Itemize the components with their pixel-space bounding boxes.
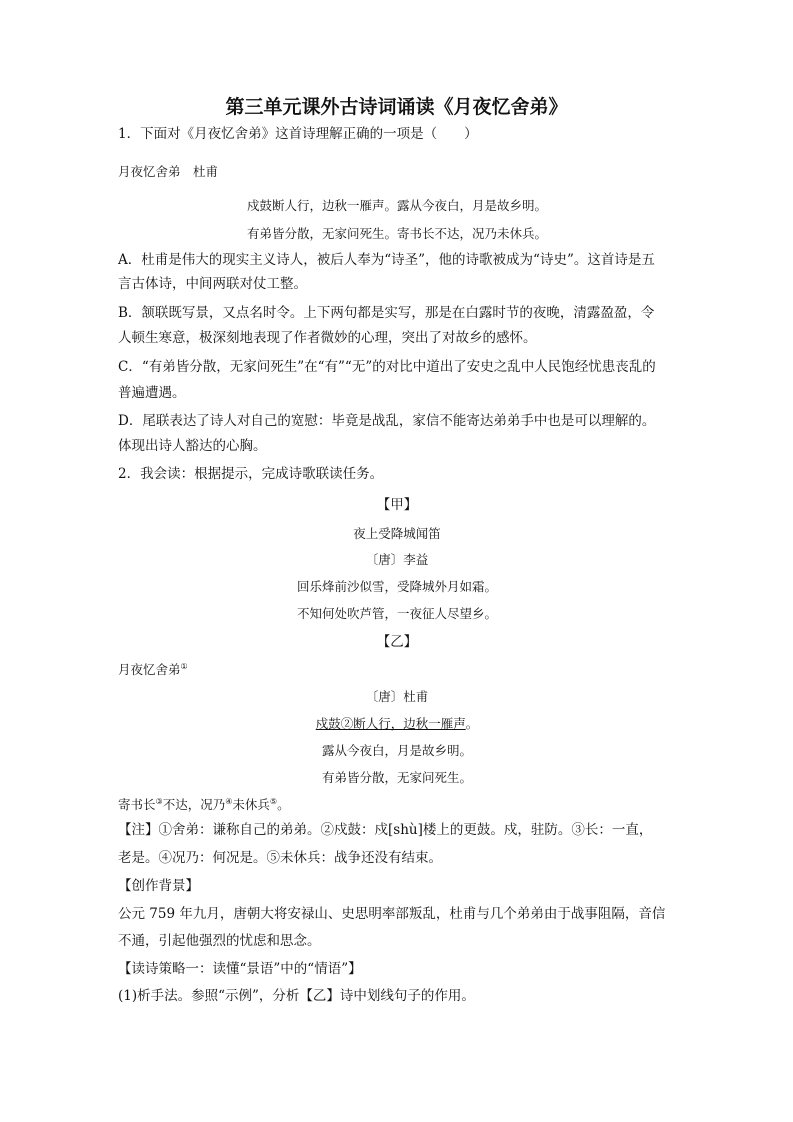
poem-line: 戍鼓断人行，边秋一雁声。露从今夜白，月是故乡明。 xyxy=(246,198,547,213)
poem-jia-line: 不知何处吹芦管，一夜征人尽望乡。 xyxy=(296,606,497,621)
option-c-line2: 普遍遭遇。 xyxy=(118,385,186,401)
poem-text: 寄书长 xyxy=(118,797,156,812)
background-heading: 【创作背景】 xyxy=(118,878,199,894)
option-a-line1: A．杜甫是伟大的现实主义诗人，被后人奉为“诗圣”，他的诗歌被成为“诗史”。这首诗是五 xyxy=(118,252,655,268)
poem-jia-title: 夜上受降城闻笛 xyxy=(353,526,441,541)
option-b-line2: 人顿生寒意，极深刻地表现了作者微妙的心理，突出了对故乡的感怀。 xyxy=(118,330,537,346)
question-1-stem: 1．下面对《月夜忆舍弟》这首诗理解正确的一项是（ ） xyxy=(118,126,478,142)
poem-line: 有弟皆分散，无家问死生。寄书长不达，况乃未休兵。 xyxy=(246,226,547,241)
notes-line: 【注】①舍弟：谦称自己的弟弟。②戍鼓：戍[shù]楼上的更鼓。戍，驻防。③长：一直， xyxy=(118,822,653,838)
option-b-line1: B．颔联既写景，又点名时令。上下两句都是实写，那是在白露时节的夜晚，清露盈盈，令 xyxy=(118,305,655,321)
poem-yi-title-text: 月夜忆舍弟 xyxy=(118,662,181,677)
poem-yi-author: 〔唐〕杜甫 xyxy=(365,689,429,704)
poem-yi-title xyxy=(118,660,678,680)
footnote-marker: ③ xyxy=(155,796,163,806)
poem-yi-line: 有弟皆分散，无家问死生。 xyxy=(321,770,472,785)
poem-yi-line xyxy=(118,795,678,815)
footnote-marker: ⑤ xyxy=(269,796,278,806)
poem-text: 不达，况乃 xyxy=(162,797,226,812)
punctuation: 。 xyxy=(465,716,479,731)
background-text: 不通，引起他强烈的忧虑和思念。 xyxy=(118,933,321,949)
poem-text: 未休兵 xyxy=(232,797,270,812)
option-d-line1: D．尾联表达了诗人对自己的宽慰：毕竟是战乱，家信不能寄达弟弟手中也是可以理解的。 xyxy=(118,413,656,429)
punctuation: 。 xyxy=(277,797,290,812)
underlined-sentence: 戍鼓②断人行，边秋一雁声 xyxy=(315,716,466,731)
poem-jia-label: 【甲】 xyxy=(376,497,418,513)
poem-jia-author: 〔唐〕李益 xyxy=(365,552,429,567)
notes-line: 老是。④况乃：何况是。⑤未休兵：战争还没有结束。 xyxy=(118,850,442,866)
page-title: 第三单元课外古诗词诵读《月夜忆舍弟》 xyxy=(225,96,568,118)
poem-heading: 月夜忆舍弟 杜甫 xyxy=(118,164,219,179)
task-1: (1)析手法。参照“示例”，分析【乙】诗中划线句子的作用。 xyxy=(118,988,475,1004)
option-a-line2: 言古体诗，中间两联对仗工整。 xyxy=(118,276,307,292)
option-c-line1: C．“有弟皆分散，无家问死生”在“有”“无”的对比中道出了安史之乱中人民饱经忧患丧乱的 xyxy=(118,359,656,375)
poem-yi-line: 露从今夜白，月是故乡明。 xyxy=(321,743,472,758)
poem-jia-line: 回乐烽前沙似雪，受降城外月如霜。 xyxy=(296,579,497,594)
poem-yi-line xyxy=(118,714,676,734)
strategy-heading: 【读诗策略一：读懂“景语”中的“情语”】 xyxy=(118,961,362,977)
background-text: 公元 759 年九月，唐朝大将安禄山、史思明率部叛乱，杜甫与几个弟弟由于战事阻隔，音信 xyxy=(118,906,666,922)
question-2-stem: 2．我会读：根据提示，完成诗歌联读任务。 xyxy=(118,466,384,482)
footnote-marker: ① xyxy=(180,661,188,671)
option-d-line2: 体现出诗人豁达的心胸。 xyxy=(118,438,267,454)
poem-yi-label: 【乙】 xyxy=(376,634,418,650)
footnote-marker: ④ xyxy=(225,796,233,806)
